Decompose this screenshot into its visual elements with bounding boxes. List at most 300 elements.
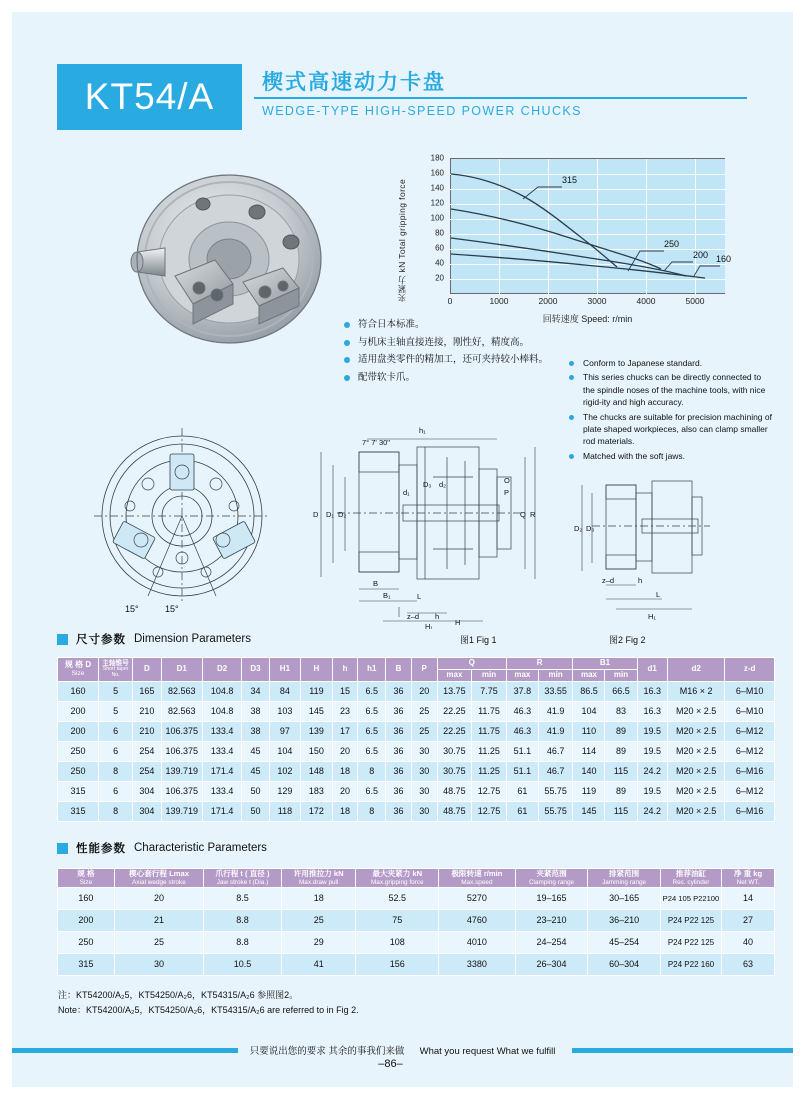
figure-2-caption: 图2 Fig 2: [609, 635, 646, 645]
cell: 133.4: [202, 781, 241, 801]
cell: 20: [411, 681, 437, 701]
cell: 254: [133, 741, 161, 761]
svg-text:d₁: d₁: [403, 488, 410, 497]
cell: 18: [281, 887, 356, 909]
chart-xtick-5000: 5000: [685, 296, 705, 306]
title-divider: [254, 97, 747, 99]
th-h: h: [332, 658, 358, 682]
cell: 61: [506, 801, 538, 821]
cell: 6–M12: [725, 721, 775, 741]
cell: 139.719: [161, 761, 202, 781]
th-d1: d1: [637, 658, 667, 682]
table-header-row: [58, 869, 775, 888]
cell: M20 × 2.5: [667, 721, 724, 741]
cell: 46.3: [506, 721, 538, 741]
cell: 61: [506, 781, 538, 801]
cell: 115: [605, 801, 637, 821]
cell: 133.4: [202, 741, 241, 761]
chart-xtick-1000: 1000: [489, 296, 509, 306]
cell: 5: [99, 701, 133, 721]
cell: 30: [411, 781, 437, 801]
notes-block: [58, 988, 359, 1018]
figure-1-caption: 图1 Fig 1: [460, 635, 497, 645]
th-B: B: [386, 658, 412, 682]
svg-text:z–d: z–d: [602, 576, 615, 585]
cell: 19.5: [637, 781, 667, 801]
cell: 133.4: [202, 721, 241, 741]
cell: 89: [605, 721, 637, 741]
th-jamming-range: 排紧范围 Jamming range: [588, 869, 661, 888]
cell: 66.5: [605, 681, 637, 701]
drawing-front-view: [70, 424, 300, 619]
cell: 41.9: [538, 721, 573, 741]
dimension-table-body: [58, 681, 775, 821]
cell: 86.5: [573, 681, 605, 701]
th-net-weight: 净 重 kg Net WT.: [722, 869, 775, 888]
th-clamping-range: 夹紧范围 Clamping range: [515, 869, 588, 888]
cell: 23: [332, 701, 358, 721]
cell: 250: [58, 761, 99, 781]
cell: 315: [58, 781, 99, 801]
cell: 55.75: [538, 781, 573, 801]
features-english: [569, 357, 774, 464]
cell: 25: [114, 931, 203, 953]
cell: 82.563: [161, 701, 202, 721]
cell: 26–304: [515, 953, 588, 975]
th-jaw-stroke: 爪行程 t ( 直径 ) Jaw stroke t (Dia.): [204, 869, 282, 888]
cell: 33.55: [538, 681, 573, 701]
cell: 60–304: [588, 953, 661, 975]
feature-cn-item: 配带软卡爪。: [344, 370, 559, 386]
cell: 6–M10: [725, 701, 775, 721]
cell: 97: [269, 721, 301, 741]
cell: P24 105 P22100: [660, 887, 721, 909]
cell: 12.75: [472, 801, 507, 821]
svg-text:d₂: d₂: [439, 480, 447, 489]
feature-cn-item: 适用盘类零件的精加工，还可夹持较小棒料。: [344, 352, 559, 368]
section-heading-characteristic: [57, 840, 267, 856]
svg-text:L: L: [417, 592, 422, 601]
cell: 63: [722, 953, 775, 975]
cell: 119: [301, 681, 333, 701]
th-group-R: R: [506, 658, 573, 670]
cell: 11.25: [472, 741, 507, 761]
cell: 11.25: [472, 761, 507, 781]
cell: P24 P22 125: [660, 931, 721, 953]
cell: 22.25: [437, 701, 472, 721]
cell: 8: [99, 801, 133, 821]
cell: 14: [722, 887, 775, 909]
th-max-draw-pull: 许用推拉力 kN Max.draw pull: [281, 869, 356, 888]
chart-ytick-20: 20: [435, 273, 444, 283]
th-max-speed: 极限转速 r/min Max.speed: [439, 869, 516, 888]
cell: 6.5: [358, 681, 386, 701]
cell: 140: [573, 761, 605, 781]
cell: 139.719: [161, 801, 202, 821]
th-P: P: [411, 658, 437, 682]
cell: 160: [58, 887, 115, 909]
cell: 4760: [439, 909, 516, 931]
th-taper: 主轴锥号 Short taper No.: [99, 658, 133, 682]
table-header-row: [58, 658, 775, 670]
cell: 106.375: [161, 721, 202, 741]
cell: 171.4: [202, 801, 241, 821]
cell: 24.2: [637, 801, 667, 821]
cell: 156: [356, 953, 439, 975]
cell: 6: [99, 781, 133, 801]
svg-text:h₁: h₁: [419, 426, 426, 435]
chart-curves: [450, 159, 725, 294]
cell: 11.75: [472, 701, 507, 721]
svg-text:D: D: [313, 510, 319, 519]
note-english: Note：KT54200/A₂5，KT54250/A₂6，KT54315/A₂6 are referred to in Fig 2.: [58, 1005, 359, 1015]
cell: 104: [269, 741, 301, 761]
page-footer: [12, 1043, 793, 1057]
feature-en-item: The chucks are suitable for precision machining of plate shaped workpieces, also can clamp smaller rod materials.: [569, 411, 774, 448]
cell: 82.563: [161, 681, 202, 701]
th-d2: d2: [667, 658, 724, 682]
features-chinese: [344, 317, 559, 387]
cell: 13.75: [437, 681, 472, 701]
cell: 6.5: [358, 781, 386, 801]
cell: 6–M10: [725, 681, 775, 701]
th-B1-min: min: [605, 669, 637, 681]
table-row: [58, 761, 775, 781]
cell: 36: [386, 801, 412, 821]
cell: 30: [411, 761, 437, 781]
cell: 7.75: [472, 681, 507, 701]
cell: 114: [573, 741, 605, 761]
cell: 41: [281, 953, 356, 975]
gripping-force-chart: [397, 152, 747, 342]
cell: 210: [133, 701, 161, 721]
cell: 171.4: [202, 761, 241, 781]
th-R-min: min: [538, 669, 573, 681]
cell: 30: [411, 801, 437, 821]
cell: 21: [114, 909, 203, 931]
cell: M16 × 2: [667, 681, 724, 701]
cell: 41.9: [538, 701, 573, 721]
cell: 160: [58, 681, 99, 701]
svg-text:B₁: B₁: [383, 591, 391, 600]
cell: 304: [133, 781, 161, 801]
svg-text:h: h: [435, 612, 440, 621]
feature-cn-item: 与机床主轴直接连接，刚性好，精度高。: [344, 335, 559, 351]
svg-text:R: R: [530, 510, 536, 519]
cell: 46.7: [538, 761, 573, 781]
chart-x-axis-label: 回转速度 Speed: r/min: [542, 314, 633, 324]
table-row: [58, 781, 775, 801]
cell: 89: [605, 741, 637, 761]
th-size: 规 格 Size: [58, 869, 115, 888]
cell: 8: [358, 801, 386, 821]
chart-series-label-200: 200: [693, 250, 709, 260]
cell: 37.8: [506, 681, 538, 701]
table-row: [58, 681, 775, 701]
cell: 20: [114, 887, 203, 909]
th-H1: H1: [269, 658, 301, 682]
svg-text:h: h: [638, 576, 643, 585]
cell: 89: [605, 781, 637, 801]
cell: 172: [301, 801, 333, 821]
chart-xtick-2000: 2000: [538, 296, 558, 306]
cell: 119: [573, 781, 605, 801]
cell: 200: [58, 701, 99, 721]
cell: 29: [281, 931, 356, 953]
product-photo: [107, 164, 352, 349]
th-Q-max: max: [437, 669, 472, 681]
footer-slogan-en: What you request What we fulfill: [419, 1046, 556, 1057]
th-B1-max: max: [573, 669, 605, 681]
section-title-cn: 性能参数: [76, 843, 126, 855]
th-D: D: [133, 658, 161, 682]
cell: 165: [133, 681, 161, 701]
cell: 10.5: [204, 953, 282, 975]
cell: 148: [301, 761, 333, 781]
cell: 6–M12: [725, 781, 775, 801]
cell: P24 P22 125: [660, 909, 721, 931]
cell: 104.8: [202, 701, 241, 721]
th-group-B1: B1: [573, 658, 637, 670]
cell: 38: [242, 721, 269, 741]
svg-text:7° 7' 30": 7° 7' 30": [362, 438, 390, 447]
cell: 6.5: [358, 741, 386, 761]
cell: 6–M12: [725, 741, 775, 761]
feature-cn-item: 符合日本标准。: [344, 317, 559, 333]
cell: 36: [386, 681, 412, 701]
title-chinese: 楔式高速动力卡盘: [262, 71, 446, 94]
cell: 25: [281, 909, 356, 931]
feature-en-item: Conform to Japanese standard.: [569, 357, 774, 369]
svg-text:L: L: [656, 590, 661, 599]
svg-text:15°: 15°: [125, 604, 139, 614]
chart-ytick-40: 40: [435, 258, 444, 268]
cell: M20 × 2.5: [667, 701, 724, 721]
footer-slogan-cn: 只要说出您的要求 其余的事我们来做: [249, 1046, 405, 1057]
cell: 4010: [439, 931, 516, 953]
cell: 51.1: [506, 741, 538, 761]
cell: 106.375: [161, 781, 202, 801]
cell: 5: [99, 681, 133, 701]
cell: 110: [573, 721, 605, 741]
note-chinese: 注：KT54200/A₂5，KT54250/A₂6，KT54315/A₂6 参照图2。: [58, 990, 299, 1000]
cell: 45: [242, 761, 269, 781]
cell: 103: [269, 701, 301, 721]
th-D1: D1: [161, 658, 202, 682]
cell: 20: [332, 781, 358, 801]
svg-text:H₁: H₁: [648, 612, 656, 621]
cell: 315: [58, 801, 99, 821]
th-max-gripping-force: 最大夹紧力 kN Max.gripping force: [356, 869, 439, 888]
cell: 6.5: [358, 721, 386, 741]
th-size: 规 格 D Size: [58, 658, 99, 682]
table-row: [58, 931, 775, 953]
cell: 104.8: [202, 681, 241, 701]
th-R-max: max: [506, 669, 538, 681]
cell: 36: [386, 781, 412, 801]
cell: 5270: [439, 887, 516, 909]
cell: 36–210: [588, 909, 661, 931]
section-marker-icon: [57, 634, 68, 645]
cell: 6: [99, 741, 133, 761]
cell: 12.75: [472, 781, 507, 801]
cell: 150: [301, 741, 333, 761]
cell: 254: [133, 761, 161, 781]
svg-text:P: P: [504, 488, 510, 497]
cell: 50: [242, 781, 269, 801]
drawing-section-fig2: [572, 467, 722, 627]
chart-y-axis-label: 夹紧力 kN Total gripping force: [397, 178, 407, 302]
cell: 8.8: [204, 909, 282, 931]
section-marker-icon: [57, 843, 68, 854]
cell: 48.75: [437, 781, 472, 801]
cell: 8: [358, 761, 386, 781]
page-header: [57, 64, 747, 134]
cell: 18: [332, 801, 358, 821]
chart-series-label-160: 160: [716, 254, 732, 264]
cell: M20 × 2.5: [667, 781, 724, 801]
characteristic-parameters-table: [57, 868, 775, 976]
cell: 102: [269, 761, 301, 781]
cell: 315: [58, 953, 115, 975]
cell: 139: [301, 721, 333, 741]
svg-text:z–d: z–d: [407, 612, 420, 621]
chart-xtick-0: 0: [447, 296, 453, 306]
cell: 45–254: [588, 931, 661, 953]
title-block: [254, 64, 747, 130]
cell: 6.5: [358, 701, 386, 721]
chart-ytick-60: 60: [435, 243, 444, 253]
cell: 38: [242, 701, 269, 721]
cell: 19.5: [637, 741, 667, 761]
th-rec-cylinder: 推荐油缸 Rec. cylinder: [660, 869, 721, 888]
cell: M20 × 2.5: [667, 761, 724, 781]
cell: 118: [269, 801, 301, 821]
svg-text:H: H: [455, 618, 461, 627]
cell: 25: [411, 721, 437, 741]
feature-en-item: Matched with the soft jaws.: [569, 450, 774, 462]
cell: 19.5: [637, 721, 667, 741]
section-title-en: Characteristic Parameters: [134, 842, 267, 854]
footer-slogan: [12, 1043, 793, 1057]
cell: 20: [332, 741, 358, 761]
cell: 75: [356, 909, 439, 931]
cell: 34: [242, 681, 269, 701]
svg-text:H₁: H₁: [425, 622, 433, 629]
cell: 250: [58, 741, 99, 761]
table-row: [58, 721, 775, 741]
cell: M20 × 2.5: [667, 741, 724, 761]
cell: 36: [386, 721, 412, 741]
chart-ytick-140: 140: [430, 183, 444, 193]
cell: 200: [58, 721, 99, 741]
th-zd: z-d: [725, 658, 775, 682]
table-row: [58, 953, 775, 975]
cell: 3380: [439, 953, 516, 975]
cell: 27: [722, 909, 775, 931]
cell: 11.75: [472, 721, 507, 741]
svg-text:Q: Q: [520, 510, 526, 519]
cell: 30: [411, 741, 437, 761]
chart-plot-area: [450, 158, 732, 294]
cell: 36: [386, 741, 412, 761]
cell: 30.75: [437, 761, 472, 781]
drawing-section-fig1: [307, 417, 547, 629]
chart-series-label-315: 315: [562, 175, 578, 185]
cell: 304: [133, 801, 161, 821]
cell: 84: [269, 681, 301, 701]
table-row: [58, 741, 775, 761]
cell: 83: [605, 701, 637, 721]
cell: 145: [301, 701, 333, 721]
cell: 48.75: [437, 801, 472, 821]
chart-series-label-250: 250: [664, 239, 680, 249]
table-row: [58, 701, 775, 721]
th-D2: D2: [202, 658, 241, 682]
cell: 16.3: [637, 681, 667, 701]
cell: 46.3: [506, 701, 538, 721]
svg-text:D₃: D₃: [423, 480, 432, 489]
cell: 22.25: [437, 721, 472, 741]
cell: 250: [58, 931, 115, 953]
svg-text:D₃: D₃: [586, 524, 595, 533]
cell: 145: [573, 801, 605, 821]
section-title-en: Dimension Parameters: [134, 633, 251, 645]
cell: 50: [242, 801, 269, 821]
cell: 104: [573, 701, 605, 721]
chart-ytick-100: 100: [430, 213, 444, 223]
cell: 6–M16: [725, 801, 775, 821]
svg-text:O: O: [504, 476, 510, 485]
cell: 17: [332, 721, 358, 741]
section-title-cn: 尺寸参数: [76, 634, 126, 646]
svg-text:B: B: [373, 579, 379, 588]
page-number: –86–: [378, 1058, 403, 1070]
cell: 30–165: [588, 887, 661, 909]
cell: 45: [242, 741, 269, 761]
th-Q-min: min: [472, 669, 507, 681]
cell: 8.5: [204, 887, 282, 909]
cell: 8.8: [204, 931, 282, 953]
cell: 36: [386, 761, 412, 781]
cell: M20 × 2.5: [667, 801, 724, 821]
title-english: WEDGE-TYPE HIGH-SPEED POWER CHUCKS: [262, 104, 582, 118]
cell: 6–M16: [725, 761, 775, 781]
cell: 18: [332, 761, 358, 781]
cell: 30.75: [437, 741, 472, 761]
chart-ytick-80: 80: [435, 228, 444, 238]
chart-xtick-4000: 4000: [636, 296, 656, 306]
cell: 30: [114, 953, 203, 975]
table-row: [58, 909, 775, 931]
cell: 16.3: [637, 701, 667, 721]
feature-en-item: This series chucks can be directly connected to the spindle noses of the machine tools, with nice rigid-ity and high accuracy.: [569, 371, 774, 408]
chart-ytick-160: 160: [430, 168, 444, 178]
th-H: H: [301, 658, 333, 682]
svg-text:D₂: D₂: [574, 524, 583, 533]
cell: P24 P22 160: [660, 953, 721, 975]
cell: 129: [269, 781, 301, 801]
chart-ytick-120: 120: [430, 198, 444, 208]
cell: 55.75: [538, 801, 573, 821]
th-axial-wedge-stroke: 楔心套行程 Lmax Axial wedge stroke: [114, 869, 203, 888]
cell: 51.1: [506, 761, 538, 781]
table-row: [58, 801, 775, 821]
cell: 52.5: [356, 887, 439, 909]
th-h1: h1: [358, 658, 386, 682]
cell: 8: [99, 761, 133, 781]
cell: 46.7: [538, 741, 573, 761]
